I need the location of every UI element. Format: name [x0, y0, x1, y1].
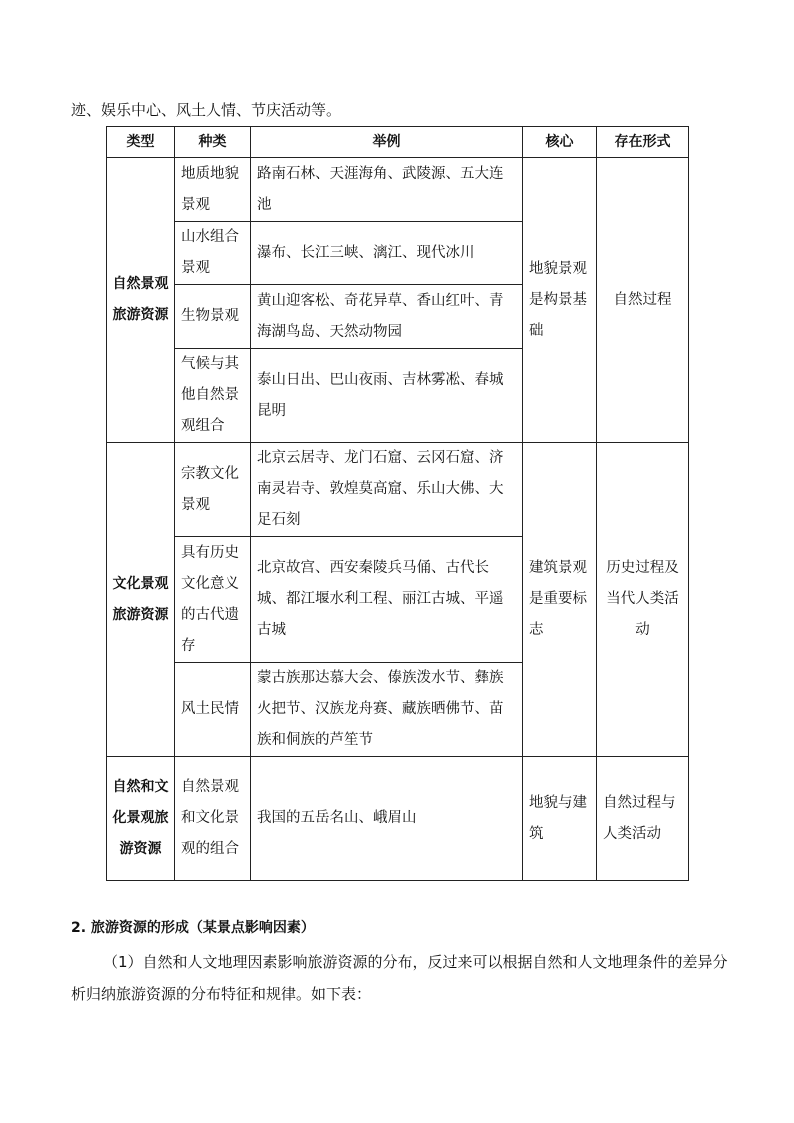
- example-cell: 蒙古族那达慕大会、傣族泼水节、彝族火把节、汉族龙舟赛、藏族晒佛节、苗族和侗族的芦笙节: [251, 663, 523, 757]
- example-cell: 泰山日出、巴山夜雨、吉林雾凇、春城昆明: [251, 349, 523, 443]
- example-cell: 路南石林、天涯海角、武陵源、五大连池: [251, 158, 523, 222]
- kind-cell: 风土民情: [175, 663, 251, 757]
- core-cell: 地貌与建筑: [523, 757, 597, 881]
- type-cell: 自然景观旅游资源: [107, 158, 175, 443]
- form-cell: 自然过程: [597, 158, 689, 443]
- example-cell: 瀑布、长江三峡、漓江、现代冰川: [251, 222, 523, 285]
- header-core: 核心: [523, 127, 597, 158]
- table-header-row: [107, 127, 689, 158]
- intro-line: 迹、娱乐中心、风土人情、节庆活动等。: [71, 101, 342, 119]
- kind-cell: 宗教文化景观: [175, 443, 251, 537]
- table-row: [107, 757, 689, 881]
- example-cell: 北京云居寺、龙门石窟、云冈石窟、济南灵岩寺、敦煌莫高窟、乐山大佛、大足石刻: [251, 443, 523, 537]
- header-form: 存在形式: [597, 127, 689, 158]
- type-cell: 文化景观旅游资源: [107, 443, 175, 757]
- header-kind: 种类: [175, 127, 251, 158]
- core-cell: 地貌景观是构景基础: [523, 158, 597, 443]
- section-title: 2. 旅游资源的形成（某景点影响因素）: [71, 920, 315, 936]
- core-cell: 建筑景观是重要标志: [523, 443, 597, 757]
- kind-cell: 具有历史文化意义的古代遗存: [175, 537, 251, 663]
- tourism-resources-table: [106, 126, 689, 881]
- kind-cell: 自然景观和文化景观的组合: [175, 757, 251, 881]
- header-example: 举例: [251, 127, 523, 158]
- kind-cell: 地质地貌景观: [175, 158, 251, 222]
- example-cell: 黄山迎客松、奇花异草、香山红叶、青海湖鸟岛、天然动物园: [251, 285, 523, 349]
- kind-cell: 气候与其他自然景观组合: [175, 349, 251, 443]
- form-cell: 历史过程及当代人类活动: [597, 443, 689, 757]
- table-row: [107, 158, 689, 222]
- example-cell: 我国的五岳名山、峨眉山: [251, 757, 523, 881]
- type-cell: 自然和文化景观旅游资源: [107, 757, 175, 881]
- paragraph-text: （1）自然和人文地理因素影响旅游资源的分布，反过来可以根据自然和人文地理条件的差异分析归纳旅游资源的分布特征和规律。如下表：: [71, 953, 728, 1003]
- example-cell: 北京故宫、西安秦陵兵马俑、古代长城、都江堰水利工程、丽江古城、平遥古城: [251, 537, 523, 663]
- kind-cell: 生物景观: [175, 285, 251, 349]
- kind-cell: 山水组合景观: [175, 222, 251, 285]
- table-row: [107, 443, 689, 537]
- header-type: 类型: [107, 127, 175, 158]
- paragraph: [71, 946, 731, 1010]
- form-cell: 自然过程与人类活动: [597, 757, 689, 881]
